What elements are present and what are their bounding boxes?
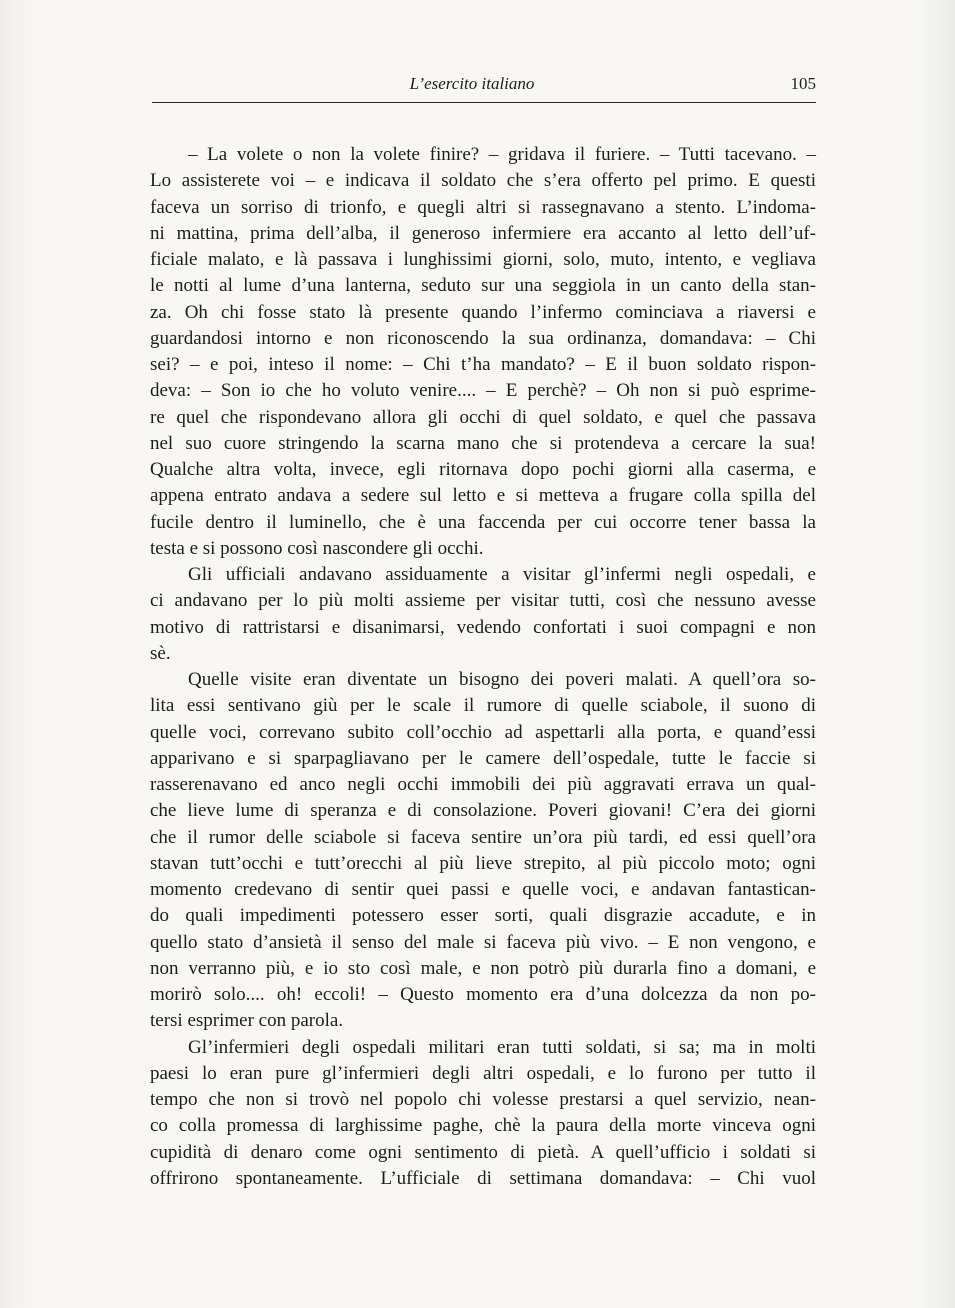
text-line: non verranno più, e io sto così male, e non potrò più durarla fino a domani, e — [150, 957, 816, 979]
text-line: ni mattina, prima dell’alba, il generoso infermiere era accanto al letto dell’uf- — [150, 222, 816, 244]
text-line: za. Oh chi fosse stato là presente quando l’infermo cominciava a riaversi e — [150, 301, 816, 323]
text-line: morirò solo.... oh! eccoli! – Questo momento era d’una dolcezza da non po- — [150, 984, 816, 1005]
text-line: co colla promessa di larghissime paghe, chè la paura della morte vinceva ogni — [150, 1115, 816, 1137]
text-line: appena entrato andava a sedere sul letto e si metteva a frugare colla spilla del — [150, 485, 816, 507]
running-header — [152, 72, 816, 103]
text-line: cupidità di denaro come ogni sentimento di pietà. A quell’ufficio i soldati si — [150, 1141, 816, 1163]
text-line: lita essi sentivano giù per le scale il rumore di quelle sciabole, il suono di — [150, 695, 816, 717]
text-line: Gli ufficiali andavano assiduamente a visitar gl’infermi negli ospedali, e — [188, 564, 816, 585]
text-line: apparivano e si sparpagliavano per le camere dell’ospedale, tutte le faccie si — [150, 747, 816, 769]
text-line: le notti al lume d’una lanterna, seduto sur una seggiola in un canto della stan- — [150, 275, 816, 297]
text-line: Qualche altra volta, invece, egli ritornava dopo pochi giorni alla caserma, e — [150, 459, 816, 480]
text-line: tersi esprimer con parola. — [150, 1010, 344, 1032]
text-line: deva: – Son io che ho voluto venire.... – E perchè? – Oh non si può esprime- — [150, 380, 816, 402]
text-line: re quel che rispondevano allora gli occhi di quel soldato, e quel che passava — [150, 406, 816, 428]
text-line: sè. — [150, 642, 171, 664]
text-line: guardandosi intorno e non riconoscendo la sua ordinanza, domandava: – Chi — [150, 327, 816, 349]
text-line: ficiale malato, e là passava i lunghissimi giorni, solo, muto, intento, e vegliava — [150, 249, 816, 270]
text-line: testa e si possono così nascondere gli occhi. — [150, 537, 484, 559]
text-line: quelle voci, correvano subito coll’occhio ad aspettarli alla porta, e quand’essi — [150, 721, 816, 743]
text-line: che lieve lume di speranza e di consolazione. Poveri giovani! C’era dei giorni — [150, 800, 816, 822]
text-line: Gl’infermieri degli ospedali militari eran tutti soldati, si sa; ma in molti — [188, 1036, 816, 1058]
text-line: ci andavano per lo più molti assieme per visitar tutti, così che nessuno avesse — [150, 590, 816, 612]
text-line: quello stato d’ansietà il senso del male si faceva più vivo. – E non vengono, e — [150, 931, 816, 953]
text-line: offrirono spontaneamente. L’ufficiale di settimana domandava: – Chi vuol — [150, 1167, 816, 1189]
text-line: faceva un sorriso di trionfo, e quegli altri si rassegnavano a stento. L’indoma- — [150, 196, 816, 218]
text-line: tempo che non si trovò nel popolo chi volesse prestarsi a quel servizio, nean- — [150, 1089, 816, 1110]
text-line: nel suo cuore stringendo la scarna mano che si protendeva a cercare la sua! — [150, 432, 816, 454]
text-line: che il rumor delle sciabole si faceva sentire un’ora più tardi, ed essi quell’ora — [150, 826, 816, 848]
page-number: 105 — [790, 74, 816, 93]
text-line: fucile dentro il luminello, che è una faccenda per cui occorre tener bassa la — [150, 511, 816, 533]
text-line: stavan tutt’occhi e tutt’orecchi al più lieve strepito, al più piccolo moto; ogni — [150, 852, 816, 874]
text-line: momento credevano di sentir quei passi e quelle voci, e andavan fantastican- — [150, 879, 816, 900]
text-line: do quali impedimenti potessero esser sorti, quali disgrazie accadute, e in — [150, 905, 816, 927]
text-line: rasserenavano ed anco negli occhi immobili dei più aggravati errava un qual- — [150, 774, 816, 795]
body-text — [150, 142, 816, 1192]
text-line: paesi lo eran pure gl’infermieri degli altri ospedali, e lo furono per tutto il — [150, 1062, 816, 1084]
text-line: Quelle visite eran diventate un bisogno dei poveri malati. A quell’ora so- — [188, 669, 816, 690]
text-line: sei? – e poi, inteso il nome: – Chi t’ha mandato? – E il buon soldato rispon- — [150, 354, 816, 375]
text-line: – La volete o non la volete finire? – gridava il furiere. – Tutti tacevano. – — [188, 144, 816, 165]
running-title: L’esercito italiano — [409, 74, 535, 93]
text-line: motivo di rattristarsi e disanimarsi, vedendo confortati i suoi compagni e non — [150, 616, 816, 638]
text-line: Lo assisterete voi – e indicava il soldato che s’era offerto pel primo. E questi — [150, 170, 816, 192]
